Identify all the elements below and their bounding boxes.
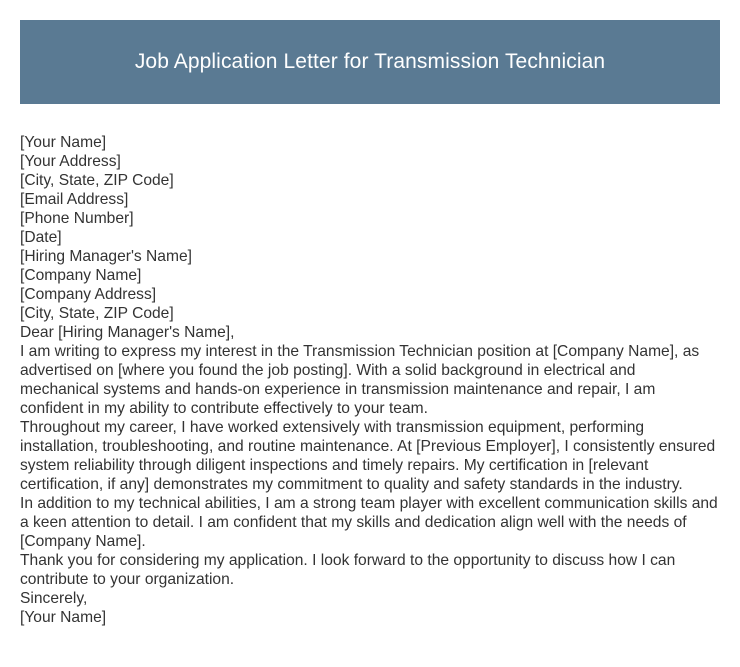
closing: Sincerely, — [20, 590, 88, 607]
page-title: Job Application Letter for Transmission Technician — [134, 50, 606, 73]
page-header — [20, 20, 720, 104]
letter-body — [20, 133, 718, 627]
recipient-company-address: [Company Address] — [20, 286, 157, 303]
recipient-company-name: [Company Name] — [20, 267, 142, 284]
sender-address: [Your Address] — [20, 153, 121, 170]
sender-phone: [Phone Number] — [20, 210, 134, 227]
recipient-hiring-manager: [Hiring Manager's Name] — [20, 248, 192, 265]
salutation: Dear [Hiring Manager's Name], — [20, 324, 235, 341]
paragraph-thanks: Thank you for considering my application. I look forward to the opportunity to discuss how I can contribute to your organization. — [20, 552, 676, 588]
paragraph-skills: In addition to my technical abilities, I am a strong team player with excellent communication skills and a keen attention to detail. I am confident that my skills and dedication align well with the needs of [Company Name]. — [20, 495, 718, 550]
sender-city-state-zip: [City, State, ZIP Code] — [20, 172, 174, 189]
paragraph-experience: Throughout my career, I have worked extensively with transmission equipment, performing installation, troubleshooting, and routine maintenance. At [Previous Employer], I consistently ensured system reliability through diligent inspections and timely repairs. My certification in [relevant certification, if any] demonstrates my commitment to quality and safety standards in the industry. — [20, 419, 716, 493]
letter-date: [Date] — [20, 229, 62, 246]
paragraph-intro: I am writing to express my interest in the Transmission Technician position at [Company Name], as advertised on [where you found the job posting]. With a solid background in electrical and mechanical systems and hands-on experience in transmission maintenance and repair, I am confident in my ability to contribute effectively to your team. — [20, 343, 700, 417]
signature: [Your Name] — [20, 609, 107, 626]
recipient-city-state-zip: [City, State, ZIP Code] — [20, 305, 174, 322]
sender-email: [Email Address] — [20, 191, 129, 208]
sender-name: [Your Name] — [20, 134, 107, 151]
